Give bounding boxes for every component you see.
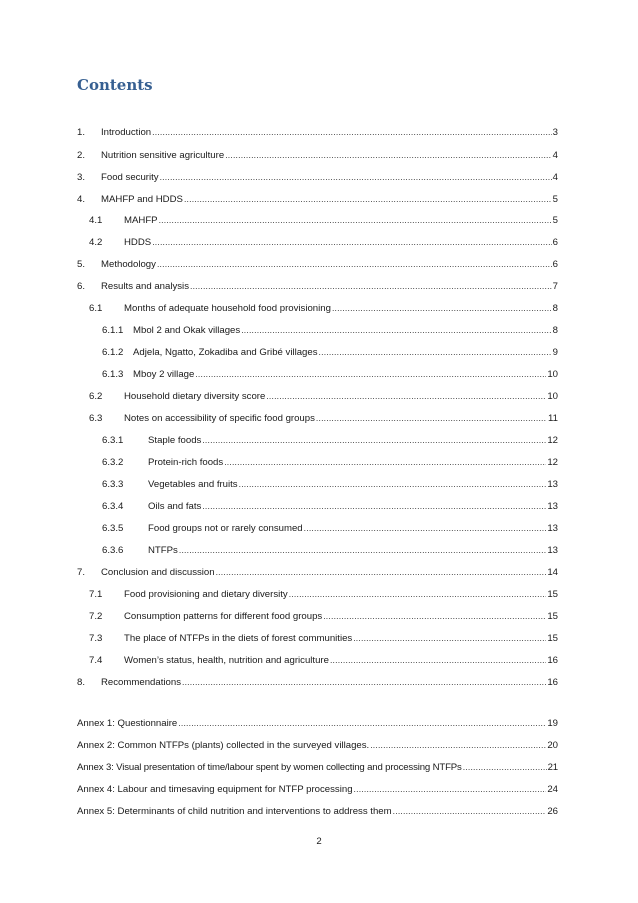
page-number: 2 <box>316 836 322 847</box>
toc-entry-page: 4 <box>552 172 558 183</box>
toc-entry-page: 15 <box>547 611 558 622</box>
toc-entry-title: NTFPs <box>148 545 178 556</box>
toc-entry-page: 20 <box>547 740 558 751</box>
dot-leader <box>354 782 547 796</box>
dot-leader <box>316 411 547 425</box>
dot-leader <box>184 192 552 206</box>
toc-entry-title: Consumption patterns for different food groups <box>124 611 323 622</box>
toc-entry-title: Food provisioning and dietary diversity <box>124 589 288 600</box>
toc-entry[interactable] <box>89 609 558 623</box>
toc-entry-number: 2. <box>77 150 86 161</box>
toc-entry-page: 13 <box>547 523 558 534</box>
toc-entry-number: 6.1.2 <box>102 347 124 358</box>
dot-leader <box>266 389 546 403</box>
toc-entry-page: 5 <box>552 194 558 205</box>
dot-leader <box>370 738 546 752</box>
dot-leader <box>393 804 547 818</box>
dot-leader <box>319 345 552 359</box>
dot-leader <box>289 587 547 601</box>
toc-entry-number: 6.3.2 <box>102 457 124 468</box>
toc-entry-title: Results and analysis <box>101 281 189 292</box>
toc-entry-page: 14 <box>547 567 558 578</box>
dot-leader <box>157 257 552 271</box>
toc-entry-title: Methodology <box>101 259 156 270</box>
toc-entry-page: 12 <box>547 435 558 446</box>
toc-entry-annex[interactable] <box>77 760 558 774</box>
toc-entry-number: 6.3.3 <box>102 479 124 490</box>
toc-entry-title: Vegetables and fruits <box>148 479 238 490</box>
dot-leader <box>216 565 547 579</box>
dot-leader <box>463 760 547 774</box>
toc-entry[interactable] <box>102 345 558 359</box>
toc-entry-title: Nutrition sensitive agriculture <box>101 150 225 161</box>
toc-entry-title: Protein-rich foods <box>148 457 224 468</box>
toc-entry[interactable] <box>77 279 558 293</box>
toc-entry[interactable] <box>89 389 558 403</box>
dot-leader <box>160 170 552 184</box>
toc-entry-title: Notes on accessibility of specific food groups <box>124 413 315 424</box>
toc-entry[interactable] <box>102 543 558 557</box>
dot-leader <box>239 477 547 491</box>
toc-entry-title: Annex 4: Labour and timesaving equipment for NTFP processing <box>77 784 353 795</box>
toc-entry-number: 7.1 <box>89 589 103 600</box>
toc-entry-page: 6 <box>552 259 558 270</box>
toc-entry-number: 8. <box>77 677 86 688</box>
toc-entry[interactable] <box>89 631 558 645</box>
toc-entry-number: 7.2 <box>89 611 103 622</box>
toc-entry[interactable] <box>77 170 558 184</box>
toc-entry-number: 6.1.3 <box>102 369 124 380</box>
toc-entry-number: 4.2 <box>89 237 103 248</box>
toc-entry-annex[interactable] <box>77 804 558 818</box>
toc-entry-number: 6. <box>77 281 86 292</box>
dot-leader <box>330 653 546 667</box>
toc-entry-title: Staple foods <box>148 435 202 446</box>
dot-leader <box>179 543 546 557</box>
toc-entry-title: Food security <box>101 172 159 183</box>
dot-leader <box>202 499 546 513</box>
toc-entry-page: 19 <box>547 718 558 729</box>
toc-entry-number: 3. <box>77 172 86 183</box>
toc-entry-page: 24 <box>547 784 558 795</box>
toc-entry-title: The place of NTFPs in the diets of forest communities <box>124 633 353 644</box>
toc-entry-title: Annex 2: Common NTFPs (plants) collected in the surveyed villages. <box>77 740 370 751</box>
dot-leader <box>178 716 546 730</box>
toc-entry[interactable] <box>102 433 558 447</box>
dot-leader <box>353 631 546 645</box>
toc-entry-page: 15 <box>547 633 558 644</box>
toc-entry-page: 11 <box>548 413 558 424</box>
toc-entry-title: MAHFP and HDDS <box>101 194 183 205</box>
toc-entry[interactable] <box>77 565 558 579</box>
toc-entry-page: 16 <box>547 655 558 666</box>
toc-entry-page: 8 <box>552 325 558 336</box>
toc-entry-title: Recommendations <box>101 677 181 688</box>
toc-entry-title: Household dietary diversity score <box>124 391 266 402</box>
toc-entry-number: 7.3 <box>89 633 103 644</box>
toc-entry-number: 5. <box>77 259 86 270</box>
toc-entry-page: 12 <box>547 457 558 468</box>
toc-entry-title: Conclusion and discussion <box>101 567 215 578</box>
toc-entry-title: Annex 5: Determinants of child nutrition and interventions to address them <box>77 806 392 817</box>
dot-leader <box>224 455 546 469</box>
toc-entry[interactable] <box>89 235 558 249</box>
toc-entry-title: Oils and fats <box>148 501 202 512</box>
toc-entry-page: 6 <box>552 237 558 248</box>
dot-leader <box>190 279 552 293</box>
toc-entry-annex[interactable] <box>77 738 558 752</box>
toc-entry-number: 7.4 <box>89 655 103 666</box>
toc-entry-number: 6.3.4 <box>102 501 124 512</box>
dot-leader <box>332 301 552 315</box>
dot-leader <box>304 521 547 535</box>
toc-entry[interactable] <box>77 192 558 206</box>
toc-entry[interactable] <box>102 499 558 513</box>
toc-entry-title: Annex 3: Visual presentation of time/labour spent by women collecting and processing NTFPs <box>77 762 462 773</box>
dot-leader <box>182 675 546 689</box>
toc-entry[interactable] <box>102 477 558 491</box>
dot-leader <box>152 235 551 249</box>
toc-entry-page: 13 <box>547 501 558 512</box>
toc-entry-annex[interactable] <box>77 716 558 730</box>
toc-entry-page: 13 <box>547 545 558 556</box>
toc-entry-page: 3 <box>552 127 558 138</box>
toc-entry-page: 16 <box>547 677 558 688</box>
dot-leader <box>202 433 546 447</box>
toc-entry[interactable] <box>89 301 558 315</box>
dot-leader <box>195 367 546 381</box>
toc-entry-number: 4.1 <box>89 215 103 226</box>
toc-entry-title: Mbol 2 and Okak villages <box>133 325 241 336</box>
contents-heading: Contents <box>77 76 153 94</box>
toc-entry[interactable] <box>89 587 558 601</box>
toc-entry-page: 4 <box>552 150 558 161</box>
toc-entry-number: 6.1.1 <box>102 325 124 336</box>
dot-leader <box>241 323 551 337</box>
toc-entry[interactable] <box>102 367 558 381</box>
toc-entry-title: Months of adequate household food provisioning <box>124 303 331 314</box>
dot-leader <box>159 213 552 227</box>
toc-entry-number: 6.1 <box>89 303 103 314</box>
toc-entry-page: 7 <box>552 281 558 292</box>
toc-entry-page: 13 <box>547 479 558 490</box>
toc-entry-number: 7. <box>77 567 86 578</box>
toc-entry-number: 4. <box>77 194 86 205</box>
toc-entry-title: Women’s status, health, nutrition and agriculture <box>124 655 329 666</box>
toc-entry-page: 26 <box>547 806 558 817</box>
toc-entry[interactable] <box>77 257 558 271</box>
dot-leader <box>225 148 551 162</box>
toc-entry-title: Adjela, Ngatto, Zokadiba and Gribé villages <box>133 347 318 358</box>
toc-entry-number: 6.2 <box>89 391 103 402</box>
toc-entry[interactable] <box>77 675 558 689</box>
toc-entry-number: 1. <box>77 127 86 138</box>
toc-entry[interactable] <box>77 125 558 139</box>
toc-entry-title: Annex 1: Questionnaire <box>77 718 178 729</box>
toc-entry-page: 9 <box>552 347 558 358</box>
toc-entry-page: 8 <box>552 303 558 314</box>
toc-entry[interactable] <box>89 653 558 667</box>
toc-entry[interactable] <box>102 323 558 337</box>
toc-entry[interactable] <box>102 521 558 535</box>
toc-entry-page: 21 <box>547 762 558 773</box>
toc-entry-title: HDDS <box>124 237 152 248</box>
toc-entry[interactable] <box>77 148 558 162</box>
toc-entry-title: Introduction <box>101 127 152 138</box>
toc-entry-page: 10 <box>547 391 558 402</box>
toc-entry-title: Food groups not or rarely consumed <box>148 523 303 534</box>
toc-entry[interactable] <box>102 455 558 469</box>
toc-entry-number: 6.3.5 <box>102 523 124 534</box>
dot-leader <box>323 609 546 623</box>
dot-leader <box>152 125 552 139</box>
toc-entry-page: 10 <box>547 369 558 380</box>
toc-entry-number: 6.3 <box>89 413 103 424</box>
toc-entry-title: MAHFP <box>124 215 158 226</box>
toc-entry[interactable] <box>89 411 558 425</box>
toc-entry-title: Mboy 2 village <box>133 369 195 380</box>
toc-entry-page: 5 <box>552 215 558 226</box>
toc-entry-number: 6.3.6 <box>102 545 124 556</box>
toc-entry-number: 6.3.1 <box>102 435 124 446</box>
toc-entry-page: 15 <box>547 589 558 600</box>
toc-entry-annex[interactable] <box>77 782 558 796</box>
toc-entry[interactable] <box>89 213 558 227</box>
